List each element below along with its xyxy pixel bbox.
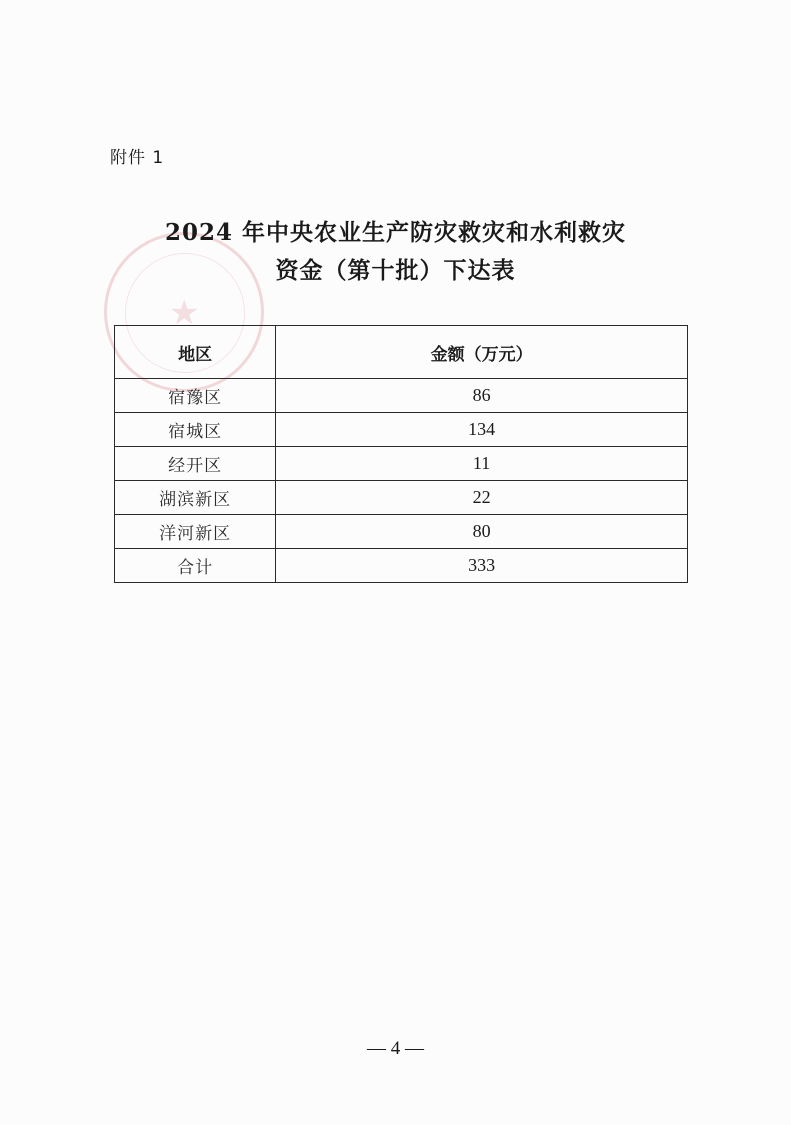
region-cell: 宿城区 bbox=[115, 413, 276, 447]
table-header-row bbox=[115, 326, 688, 379]
table-row bbox=[115, 413, 688, 447]
table-row bbox=[115, 447, 688, 481]
header-region: 地区 bbox=[115, 326, 276, 379]
table-row bbox=[115, 515, 688, 549]
region-cell: 湖滨新区 bbox=[115, 481, 276, 515]
attachment-label: 附件 1 bbox=[110, 148, 165, 168]
region-cell: 宿豫区 bbox=[115, 379, 276, 413]
table-total-row bbox=[115, 549, 688, 583]
amount-cell: 80 bbox=[276, 515, 688, 549]
allocation-table bbox=[114, 325, 688, 583]
document-title-line-2: 资金（第十批）下达表 bbox=[275, 257, 516, 284]
region-cell: 洋河新区 bbox=[115, 515, 276, 549]
header-amount: 金额（万元） bbox=[276, 326, 688, 379]
table-row bbox=[115, 481, 688, 515]
amount-cell: 134 bbox=[276, 413, 688, 447]
amount-cell: 22 bbox=[276, 481, 688, 515]
total-label-cell: 合计 bbox=[115, 549, 276, 583]
page-number: — 4 — bbox=[367, 1038, 424, 1059]
region-cell: 经开区 bbox=[115, 447, 276, 481]
amount-cell: 86 bbox=[276, 379, 688, 413]
table-row bbox=[115, 379, 688, 413]
document-title-line-1: 2024 年中央农业生产防灾救灾和水利救灾 bbox=[164, 219, 627, 246]
amount-cell: 11 bbox=[276, 447, 688, 481]
total-amount-cell: 333 bbox=[276, 549, 688, 583]
seal-star-icon: ★ bbox=[169, 293, 200, 333]
